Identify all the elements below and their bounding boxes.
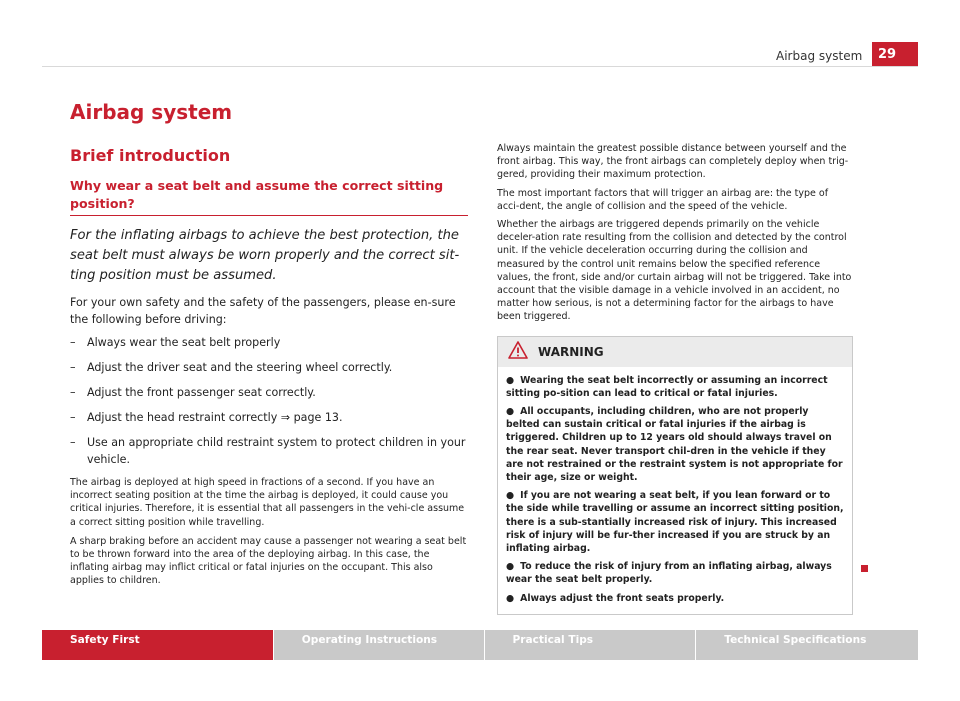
warning-triangle-icon [508,341,528,363]
tab-practical-tips[interactable]: Practical Tips [485,630,696,660]
body-paragraph: A sharp braking before an accident may cause a passenger not wearing a seat belt to be thrown forward into the area of the deploying airbag. In this case, the inflating airbag may inflict critical or fatal injuries on the occupant. This also applies to children. [70,535,467,587]
subsection-heading: Why wear a seat belt and assume the correct sitting position? [70,177,468,216]
running-header-title: Airbag system [776,49,863,63]
warning-item: ● Always adjust the front seats properly. [506,592,725,604]
chapter-tabs [42,630,918,660]
warning-item: ● To reduce the risk of injury from an inflating airbag, always wear the seat belt properly. [506,561,832,586]
list-item: – Adjust the front passenger seat correctly. [70,386,316,399]
tab-technical-specifications[interactable]: Technical Specifications [696,630,918,660]
warning-header [498,337,852,367]
body-paragraph: Whether the airbags are triggered depends primarily on the vehicle deceler-ation rate resulting from the collision and detected by the control unit. If the vehicle deceleration occurring during the collision and measured by the control unit remains below the specified reference values, the front, side and/or curtain airbag will not be triggered. Take into account that the visible damage in a vehicle involved in an accident, no matter how serious, is not a determining factor for the airbags to have been triggered. [497,219,852,323]
right-column [497,142,853,615]
warning-item: ● If you are not wearing a seat belt, if you lean forward or to the side while travelling or assume an incorrect sitting position, there is a sub-stantially increased risk of injury. This increased risk of injury will be fur-ther increased if you are struck by an inflating airbag. [506,490,844,555]
intro-text: For the inflating airbags to achieve the best protection, the seat belt must always be worn properly and the correct sit-ting position must be assumed. [70,228,460,283]
list-item: – Adjust the driver seat and the steering wheel correctly. [70,361,393,374]
tab-safety-first[interactable]: Safety First [42,630,273,660]
body-paragraph: The most important factors that will trigger an airbag are: the type of acci-dent, the angle of collision and the speed of the vehicle. [497,187,829,212]
page-title: Airbag system [70,100,233,124]
body-paragraph: The airbag is deployed at high speed in fractions of a second. If you have an incorrect seating position at the time the airbag is deployed, it could cause you critical injuries. Therefore, it is essential that all passengers in the vehi-cle assume a correct sitting position while travelling. [70,477,465,528]
list-item: – Use an appropriate child restraint system to protect children in your vehicle. [70,436,466,466]
warning-item: ● Wearing the seat belt incorrectly or assuming an incorrect sitting po-sition can lead to critical or fatal injuries. [506,374,828,399]
checklist [70,334,468,468]
list-item: – Adjust the head restraint correctly ⇒ page 13. [70,411,343,424]
header-divider [42,66,918,67]
body-paragraph: Always maintain the greatest possible distance between yourself and the front airbag. This way, the front airbags can completely deploy when trig-gered, providing their maximum protection. [497,143,849,181]
section-end-marker [861,565,868,572]
warning-label: WARNING [538,344,604,359]
warning-item: ● All occupants, including children, who are not properly belted can sustain critical or fatal injuries if the airbag is triggered. Children up to 12 years old should always travel on the rear seat. Never transport chil-dren in the vehicle if they are not restrained or the restraint system is not appropriate for their age, size or weight. [506,406,843,484]
list-item: – Always wear the seat belt properly [70,336,281,349]
warning-body [498,367,852,614]
section-heading: Brief introduction [70,146,231,165]
left-column [70,100,468,594]
tab-operating-instructions[interactable]: Operating Instructions [274,630,484,660]
warning-box [497,336,853,615]
lead-text: For your own safety and the safety of the passengers, please en-sure the following before driving: [70,296,456,326]
page-number: 29 [872,42,918,67]
